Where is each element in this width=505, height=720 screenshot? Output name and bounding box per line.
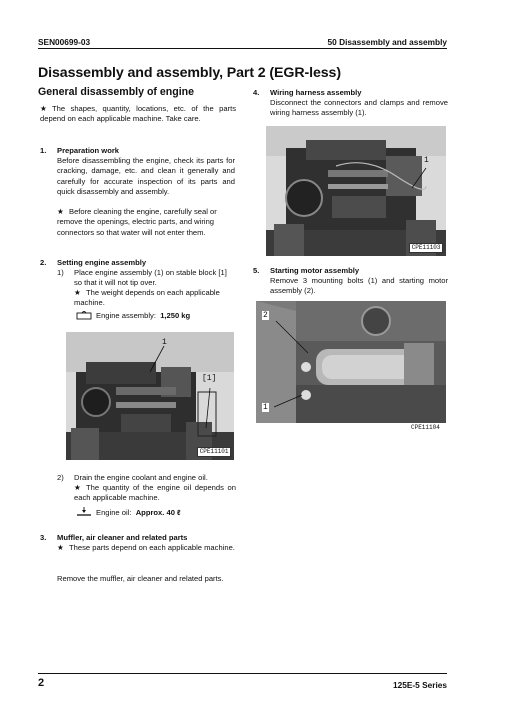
- series-name: 125E-5 Series: [393, 680, 447, 690]
- starting-motor-photo-fig3: [256, 301, 446, 423]
- step1-title: Preparation work: [57, 146, 120, 155]
- header-rule: [38, 48, 447, 49]
- engine-photo-fig2: [266, 126, 446, 256]
- step2-sub2-text: Drain the engine coolant and engine oil.: [74, 473, 208, 482]
- step5-body: Remove 3 mounting bolts (1) and starting motor assembly (2).: [270, 276, 448, 296]
- weight-icon: [76, 310, 92, 323]
- star-icon: ★: [74, 483, 81, 492]
- step3-number: 3.: [40, 533, 47, 542]
- step1-number: 1.: [40, 146, 47, 155]
- step2-sub1-note: ★ The weight depends on each applicable machine.: [74, 288, 220, 308]
- fig2-code: CPE11103: [409, 243, 443, 253]
- step2-number: 2.: [40, 258, 47, 267]
- step1-body: Before disassembling the engine, check its parts for cracking, damage, etc. and clean it generally and carefully for accurate inspection of its parts and quick disassembly and assembly.: [57, 156, 235, 196]
- step3-body: Remove the muffler, air cleaner and related parts.: [57, 574, 224, 583]
- doc-code: SEN00699-03: [38, 37, 91, 47]
- step3-note: ★ These parts depend on each applicable machine.: [57, 543, 235, 552]
- footer-rule: [38, 673, 447, 674]
- page-number: 2: [38, 677, 45, 689]
- step2-title: Setting engine assembly: [57, 258, 147, 267]
- step2-sub1-text: Place engine assembly (1) on stable block [1] so that it will not tip over.: [74, 268, 227, 288]
- star-icon: ★: [57, 207, 64, 216]
- step4-body: Disconnect the connectors and clamps and remove wiring harness assembly (1).: [270, 98, 448, 118]
- intro-note: ★ The shapes, quantity, locations, etc. of the parts depend on each applicable machine. Take care.: [40, 104, 236, 124]
- step4-number: 4.: [253, 88, 260, 97]
- step2-sub1-number: 1): [57, 268, 64, 277]
- fig1-callout-2: [1]: [202, 374, 217, 383]
- fig3-code: CPE11104: [411, 424, 440, 431]
- step3-title: Muffler, air cleaner and related parts: [57, 533, 188, 542]
- engine-photo-fig1: [66, 332, 234, 460]
- fig3-callout-1: 1: [263, 403, 268, 412]
- star-icon: ★: [57, 543, 64, 552]
- section-title: General disassembly of engine: [38, 86, 195, 98]
- step2-sub2-number: 2): [57, 473, 64, 482]
- fig3-callout-2: 2: [263, 311, 268, 320]
- star-icon: ★: [40, 104, 47, 113]
- step5-number: 5.: [253, 266, 260, 275]
- star-icon: ★: [74, 288, 81, 297]
- engine-weight-line: Engine assembly: 1,250 kg: [76, 310, 190, 323]
- engine-oil-line: Engine oil: Approx. 40 ℓ: [76, 507, 181, 520]
- oil-drain-icon: [76, 507, 92, 520]
- fig2-callout-1: 1: [424, 156, 429, 165]
- page-title: Disassembly and assembly, Part 2 (EGR-less): [38, 65, 341, 81]
- step4-title: Wiring harness assembly: [270, 88, 362, 97]
- step1-note: ★ Before cleaning the engine, carefully seal or remove the openings, electric parts, and wiring connectors so that water will not enter them.: [57, 207, 217, 237]
- fig1-code: CPE11101: [197, 447, 231, 457]
- fig1-callout-1: 1: [162, 338, 167, 347]
- section-name: 50 Disassembly and assembly: [327, 37, 447, 47]
- step2-sub2-note: ★ The quantity of the engine oil depends on each applicable machine.: [74, 483, 236, 503]
- step5-title: Starting motor assembly: [270, 266, 360, 275]
